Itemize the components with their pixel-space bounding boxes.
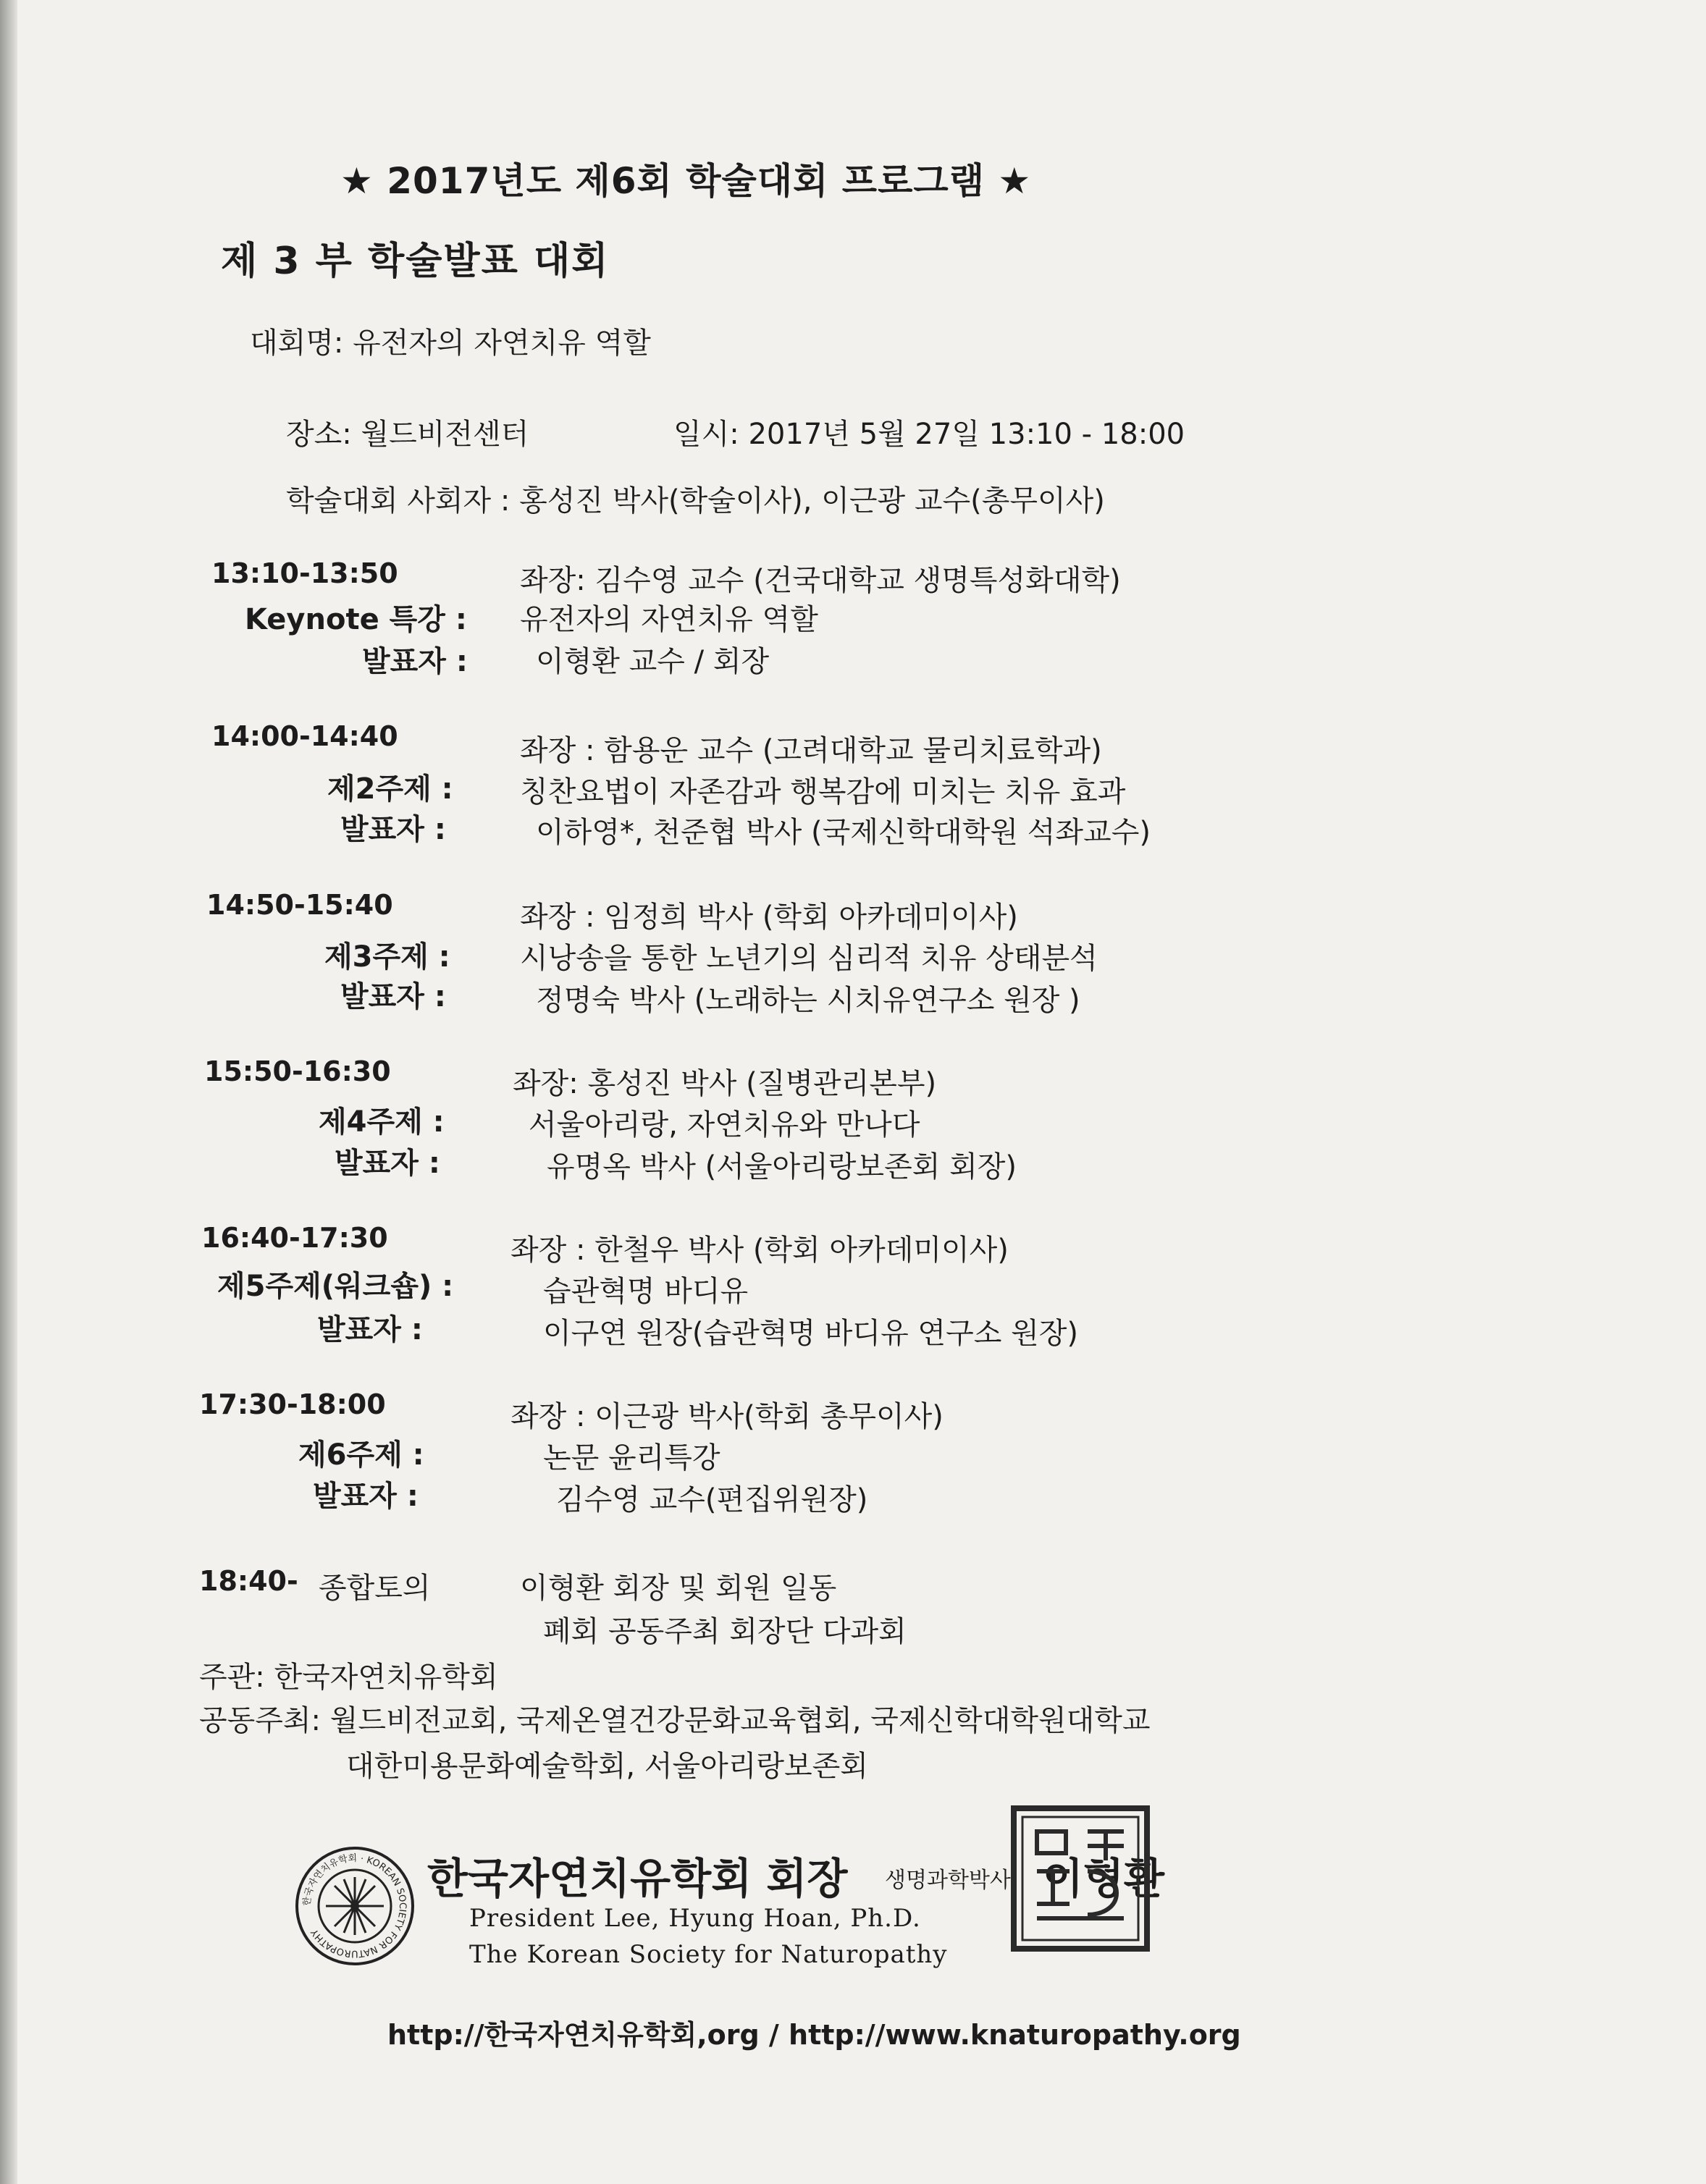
session-chair: 좌장 : 함용운 교수 (고려대학교 물리치료학과) <box>520 734 1102 767</box>
session-chair: 좌장 : 한철우 박사 (학회 아카데미이사) <box>510 1234 1009 1267</box>
session-topic: 칭찬요법이 자존감과 행복감에 미치는 치유 효과 <box>520 775 1126 809</box>
president-name-en: President Lee, Hyung Hoan, Ph.D. <box>469 1904 921 1933</box>
session-topic: 유전자의 자연치유 역할 <box>520 603 818 636</box>
society-seal-logo <box>293 1844 416 1968</box>
session-chair: 좌장: 김수영 교수 (건국대학교 생명특성화대학) <box>520 564 1121 597</box>
session-time: 14:00-14:40 <box>211 720 398 752</box>
session-presenter: 정명숙 박사 (노래하는 시치유연구소 원장 ) <box>536 984 1080 1017</box>
presenter-label: 발표자 : <box>340 813 446 846</box>
event-name: 대회명: 유전자의 자연치유 역할 <box>250 326 651 360</box>
session-time: 14:50-15:40 <box>206 889 393 921</box>
degree-label: 생명과학박사 <box>885 1868 1011 1893</box>
session-label: Keynote 특강 : <box>245 603 467 636</box>
closing-line-2: 폐회 공동주최 회장단 다과회 <box>543 1615 907 1648</box>
presenter-label: 발표자 : <box>340 980 446 1013</box>
session-presenter: 유명옥 박사 (서울아리랑보존회 회장) <box>547 1150 1017 1184</box>
session-time: 17:30-18:00 <box>199 1388 386 1420</box>
session-label: 제2주제 : <box>327 772 453 806</box>
session-topic: 시낭송을 통한 노년기의 심리적 치유 상태분석 <box>520 942 1098 975</box>
session-time: 15:50-16:30 <box>204 1055 391 1087</box>
session-topic: 습관혁명 바디유 <box>543 1275 749 1308</box>
presenter-label: 발표자 : <box>362 645 468 678</box>
session-presenter: 김수영 교수(편집위원장) <box>556 1483 868 1517</box>
session-time: 16:40-17:30 <box>201 1222 388 1254</box>
cohosts-line-2: 대한미용문화예술학회, 서울아리랑보존회 <box>346 1750 868 1783</box>
session-presenter: 이하영*, 천준협 박사 (국제신학대학원 석좌교수) <box>536 816 1151 849</box>
closing-line-1: 이형환 회장 및 회원 일동 <box>520 1572 837 1605</box>
society-name-en: The Korean Society for Naturopathy <box>469 1940 948 1969</box>
session-chair: 좌장 : 임정희 박사 (학회 아카데미이사) <box>520 901 1018 934</box>
session-chair: 좌장 : 이근광 박사(학회 총무이사) <box>510 1400 944 1433</box>
president-name-kr: 이형환 <box>1043 1854 1165 1903</box>
presenter-label: 발표자 : <box>313 1480 419 1513</box>
presenter-label: 발표자 : <box>335 1147 440 1180</box>
session-label: 제3주제 : <box>324 940 450 974</box>
session-presenter: 이형환 교수 / 회장 <box>536 645 770 678</box>
page-spine-shadow <box>0 0 17 2184</box>
date-time: 일시: 2017년 5월 27일 13:10 - 18:00 <box>673 418 1185 451</box>
session-chair: 좌장: 홍성진 박사 (질병관리본부) <box>513 1067 937 1100</box>
venue: 장소: 월드비전센터 <box>286 418 529 451</box>
official-seal-stamp <box>1008 1803 1153 1955</box>
session-presenter: 이구연 원장(습관혁명 바디유 연구소 원장) <box>543 1317 1078 1350</box>
session-label: 제4주제 : <box>319 1105 445 1139</box>
session-time: 13:10-13:50 <box>211 557 398 589</box>
session-label: 제6주제 : <box>298 1438 424 1472</box>
session-topic: 논문 윤리특강 <box>543 1441 720 1475</box>
program-title: ★ 2017년도 제6회 학술대회 프로그램 ★ <box>340 160 1032 202</box>
organizer: 주관: 한국자연치유학회 <box>199 1661 498 1694</box>
session-topic: 서울아리랑, 자연치유와 만나다 <box>529 1108 920 1142</box>
president-title-kr: 한국자연치유학회 회장 <box>427 1854 848 1903</box>
closing-time: 18:40- <box>199 1565 298 1597</box>
presenter-label: 발표자 : <box>317 1313 423 1346</box>
cohosts-line-1: 공동주최: 월드비전교회, 국제온열건강문화교육협회, 국제신학대학원대학교 <box>199 1704 1151 1737</box>
closing-label: 종합토의 <box>319 1572 431 1605</box>
moderators: 학술대회 사회자 : 홍성진 박사(학술이사), 이근광 교수(총무이사) <box>286 484 1105 518</box>
society-urls: http://한국자연치유학회,org / http://www.knaturopathy.org <box>387 2019 1241 2051</box>
session-label: 제5주제(워크숍) : <box>217 1270 454 1303</box>
svg-text:한국자연치유학회 · KOREAN SOCIETY FOR: 한국자연치유학회 · KOREAN SOCIETY FOR NATUROPATHY <box>301 1852 408 1960</box>
part-heading: 제 3 부 학술발표 대회 <box>221 240 610 283</box>
